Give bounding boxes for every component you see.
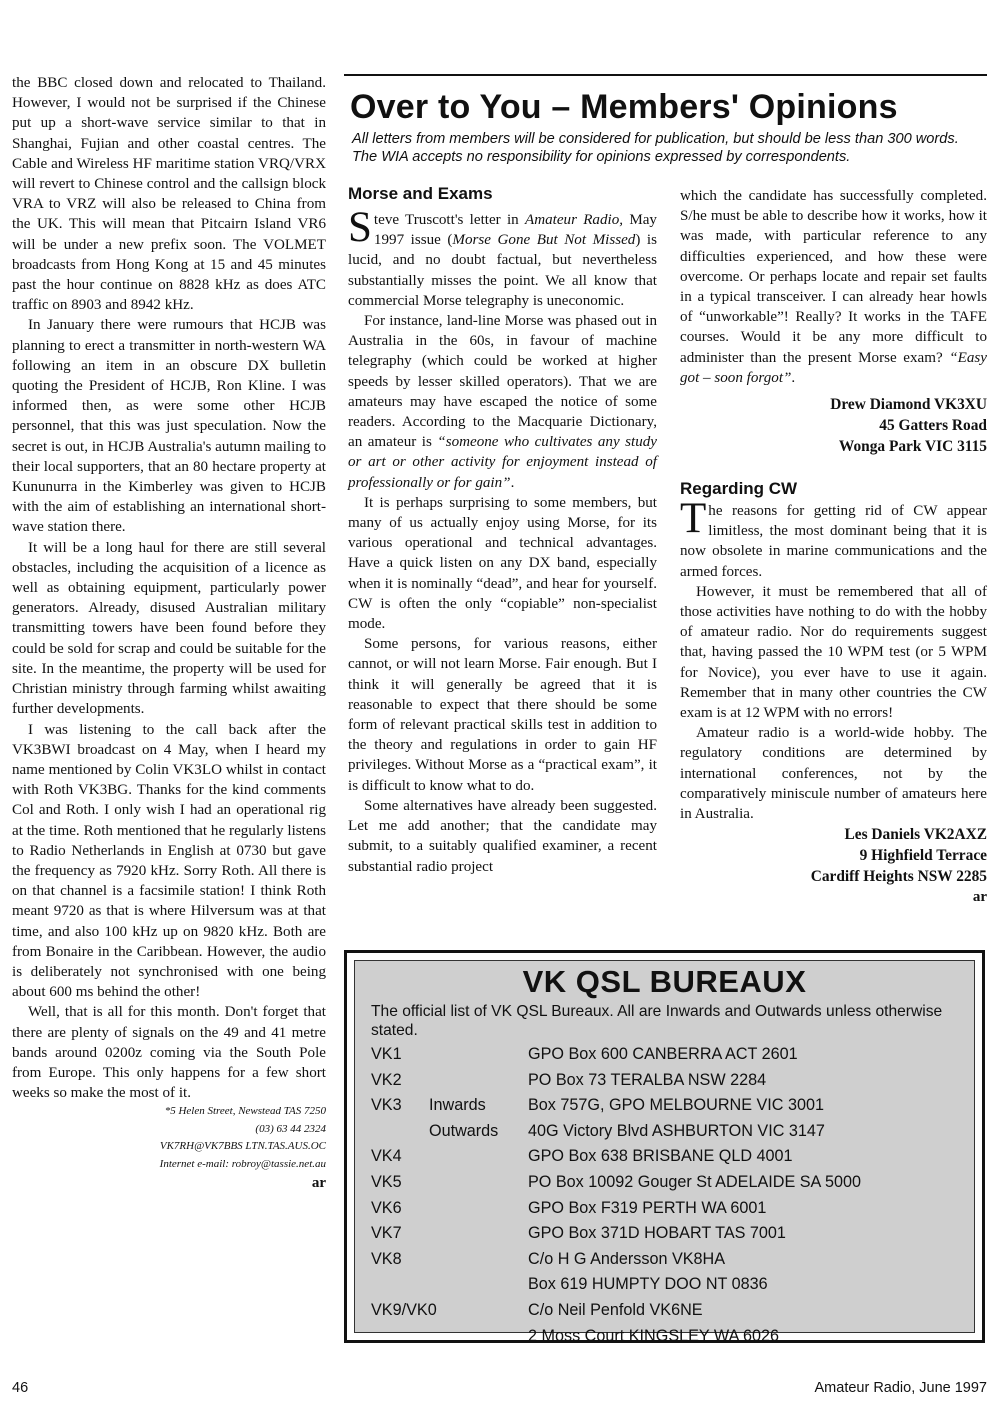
section-header: [344, 74, 987, 172]
qsl-row: [371, 1071, 971, 1097]
body-paragraph: Well, that is all for this month. Don't forget that there are plenty of signals on the 49 and 41 metre bands around 0200z coming via the South Pole from Europe. This only happens for a few short weeks so make the most of it.: [12, 1004, 326, 1102]
qsl-address: 40G Victory Blvd ASHBURTON VIC 3147: [528, 1121, 825, 1140]
qsl-address: GPO Box 371D HOBART TAS 7001: [528, 1224, 786, 1243]
qsl-title: VK QSL BUREAUX: [522, 964, 807, 999]
quotation: “someone who cultivates any study or art or other activity for enjoyment instead of professionally or for gain”: [348, 434, 657, 491]
letter-paragraph: [348, 311, 657, 493]
letter-signature: [680, 394, 987, 457]
qsl-row: [371, 1301, 971, 1327]
qsl-address: C/o H G Andersson VK8HA: [528, 1249, 726, 1268]
qsl-district: VK1: [371, 1045, 402, 1063]
letter-paragraph: Some persons, for various reasons, either cannot, or will not learn Morse. Fair enough. But I think it will generally be agreed that it is reasonable to expect that there should be some form of relevant practical skills test in addition to the theory and regulations in order to gain HF privileges. Without Morse as a “practical exam”, it is difficult to know what to do.: [348, 636, 657, 794]
text-run: For instance, land-line Morse was phased out in Australia in the 60s, in favour of machine telegraphy (which could be worked at higher speeds by lesser skilled operators). That we are amateurs may have escaped the notice of some readers. According to the Macquarie Dictionary, an amateur is: [348, 313, 657, 451]
qsl-row: [371, 1224, 971, 1250]
qsl-address: GPO Box 638 BRISBANE QLD 4001: [528, 1147, 793, 1166]
magazine-footer: Amateur Radio, June 1997: [814, 1380, 987, 1396]
letter-heading: Morse and Exams: [348, 184, 493, 203]
letter-signature: [680, 824, 987, 887]
signature-town: Wonga Park VIC 3115: [838, 438, 987, 456]
qsl-district: VK3: [371, 1096, 402, 1115]
qsl-address: Box 619 HUMPTY DOO NT 0836: [528, 1275, 768, 1294]
right-column: [680, 186, 987, 907]
letter-paragraph: [680, 186, 987, 388]
end-mark: ar: [972, 889, 987, 906]
signature-name: Les Daniels VK2AXZ: [844, 826, 987, 844]
body-paragraph: the BBC closed down and relocated to Thailand. However, I would not be surprised if the Chinese put up a short-wave service similar to that in Shanghai, Fujian and other coastal centres. The Cable and Wireless HF maritime station VRQ/VRX will revert to Chinese control and the callsign block VRA to VRZ will also be released to China from the UK. This will mean that Pitcairn Island VR6 will be under a new prefix soon. The VOLMET broadcasts from Hong Kong at 15 and 45 minutes past the hour continue on 8828 kHz as does ATC traffic on 8903 and 8942 kHz.: [12, 75, 326, 314]
letter-paragraph: It is perhaps surprising to some members, but many of us actually enjoy using Morse, for its various operational and technical advantages. Have a quick listen on any DX band, especially when it is nominally “dead”, and hear for yourself. CW is often the only “copiable” non-specialist mode.: [348, 494, 657, 633]
body-paragraph: It will be a long haul for there are still several obstacles, including the acquisition of a licence as well as obtaining equipment, particularly power generators. Already, disused Australian military transmitting towers have been found before they could be sold for scrap and could be suitable for the site. In the meantime, the property will be used for Christian ministry through farming whilst awaiting further developments.: [12, 539, 326, 718]
letter-heading: Regarding CW: [680, 479, 798, 499]
text-run: which the candidate has successfully completed. S/he must be able to describe how it works, how it was made, with particular reference to any difficulties experienced, and how these were overcome. Or perhaps locate and repair set faults in a typical transceiver. I can already hear howls of “unworkable”! Really? It works in the TAFE courses. Would it be any more difficult to administer than the present Morse exam?: [680, 188, 987, 366]
middle-column: [348, 184, 657, 877]
address-line: VK7RH@VK7BBS LTN.TAS.AUS.OC: [159, 1140, 326, 1153]
body-paragraph: In January there were rumours that HCJB was planning to erect a transmitter in north-western WA following an item in an obscure DX bulletin quoting the President of HCJB, Ron Kline. I was informed then, as were some other HCJB personnel, that this was just speculation. Now the secret is out, in HCJB Australia's autumn mailing to their local supporters, that an 80 hectare property at Kununurra in the Kimberley was given to HCJB with the aim of establishing an international short-wave station there.: [12, 317, 326, 536]
text-run: .: [791, 369, 796, 386]
qsl-district: VK4: [371, 1147, 402, 1166]
qsl-direction: Outwards: [429, 1121, 499, 1140]
qsl-district: VK7: [371, 1224, 402, 1243]
qsl-address: GPO Box 600 CANBERRA ACT 2601: [528, 1045, 798, 1063]
qsl-address: PO Box 10092 Gouger St ADELAIDE SA 5000: [528, 1172, 861, 1191]
qsl-direction: Inwards: [429, 1096, 486, 1115]
signature-name: Drew Diamond VK3XU: [830, 396, 987, 414]
qsl-panel: [354, 960, 975, 1345]
address-line: *5 Helen Street, Newstead TAS 7250: [164, 1105, 326, 1118]
letter-paragraph: However, it must be remembered that all of those activities have nothing to do with the hobby of amateur radio. Nor do requirements suggest that, having passed the 10 WPM test (or 5 WPM for Novice), you ever have to use it again. Remember that in many other countries the CW exam is at 12 WPM with no errors!: [680, 583, 987, 722]
drop-cap: S: [348, 204, 372, 251]
text-run: .: [510, 474, 515, 491]
text-run: May 1997 issue (: [373, 212, 657, 249]
author-address: [12, 1103, 326, 1173]
qsl-row: [371, 1250, 971, 1276]
letter-paragraph: [680, 495, 987, 582]
signature-town: Cardiff Heights NSW 2285: [810, 868, 987, 886]
letter-paragraph: Some alternatives have already been suggested. Let me add another; that the candidate may submit, to a suitably qualified examiner, a recent substantial radio project: [348, 797, 657, 875]
qsl-address: Box 757G, GPO MELBOURNE VIC 3001: [528, 1096, 824, 1115]
qsl-address: PO Box 73 TERALBA NSW 2284: [528, 1070, 767, 1089]
signature-street: 45 Gatters Road: [879, 417, 987, 435]
address-line: Internet e-mail: robroy@tassie.net.au: [159, 1157, 326, 1170]
qsl-address: GPO Box F319 PERTH WA 6001: [528, 1198, 767, 1217]
page-number: 46: [12, 1380, 29, 1396]
qsl-row: [371, 1199, 971, 1225]
qsl-bureaux-box: [344, 950, 985, 1343]
qsl-row: [371, 1275, 971, 1301]
qsl-district: VK8: [371, 1249, 402, 1268]
body-paragraph: I was listening to the call back after the VK3BWI broadcast on 4 May, when I heard my name mentioned by Colin VK3LO whilst in contact with Roth VK3BG. Thanks for the kind comments Col and Roth. I only wish I had an operational rig at the time. Roth mentioned that he regularly listens to Radio Netherlands in English at 0730 but gave the frequency as 7920 kHz. Sorry Roth. All there is on that channel is a facsimile station! I think Roth meant 9720 as that is where Hilversum was at that time, and also 100 kHz up on 9820 kHz. Both are from Bonaire in the Caribbean. However, the audio is deliberately not synchronised with one being about 600 ms behind the other!: [12, 721, 326, 1001]
address-line: (03) 63 44 2324: [255, 1122, 326, 1135]
qsl-district: VK9/VK0: [371, 1300, 437, 1319]
qsl-row: [371, 1045, 971, 1071]
text-run: ) is lucid, and no doubt factual, but nevertheless substantially misses the point. We all know that commercial Morse telegraphy is uneconomic.: [348, 232, 657, 309]
qsl-address: C/o Neil Penfold VK6NE: [528, 1300, 703, 1319]
qsl-row: [371, 1096, 971, 1122]
qsl-intro: The official list of VK QSL Bureaux. All are Inwards and Outwards unless otherwise stated.: [371, 1003, 943, 1039]
qsl-district: VK6: [371, 1198, 402, 1217]
qsl-row: [371, 1122, 971, 1148]
qsl-row: [371, 1173, 971, 1199]
section-intro: All letters from members will be considered for publication, but should be less than 300 words. The WIA accepts no responsibility for opinions expressed by correspondents.: [352, 131, 959, 165]
left-column: [12, 73, 326, 1193]
letter-paragraph: Amateur radio is a world-wide hobby. The regulatory conditions are determined by international conferences, not by the comparatively miniscule number of amateurs here in Australia.: [680, 725, 987, 823]
section-title: Over to You – Members' Opinions: [350, 88, 898, 126]
qsl-row: [371, 1327, 971, 1353]
qsl-district: VK5: [371, 1172, 402, 1191]
end-mark: ar: [311, 1174, 326, 1191]
drop-cap: T: [680, 495, 707, 543]
qsl-district: VK2: [371, 1070, 402, 1089]
magazine-name: Amateur Radio,: [524, 212, 624, 228]
text-run: he reasons for getting rid of CW appear limitless, the most dominant being that it is now obsolete in marine communications and the armed forces.: [680, 503, 987, 580]
qsl-address: 2 Moss Court KINGSLEY WA 6026: [528, 1326, 780, 1345]
signature-street: 9 Highfield Terrace: [859, 847, 987, 865]
letter-paragraph: [348, 204, 657, 311]
text-run: teve Truscott's letter in: [373, 212, 525, 228]
qsl-list: [371, 1045, 971, 1352]
qsl-row: [371, 1147, 971, 1173]
article-title: Morse Gone But Not Missed: [452, 232, 636, 249]
quotation: “Easy got – soon forgot”: [680, 349, 987, 386]
